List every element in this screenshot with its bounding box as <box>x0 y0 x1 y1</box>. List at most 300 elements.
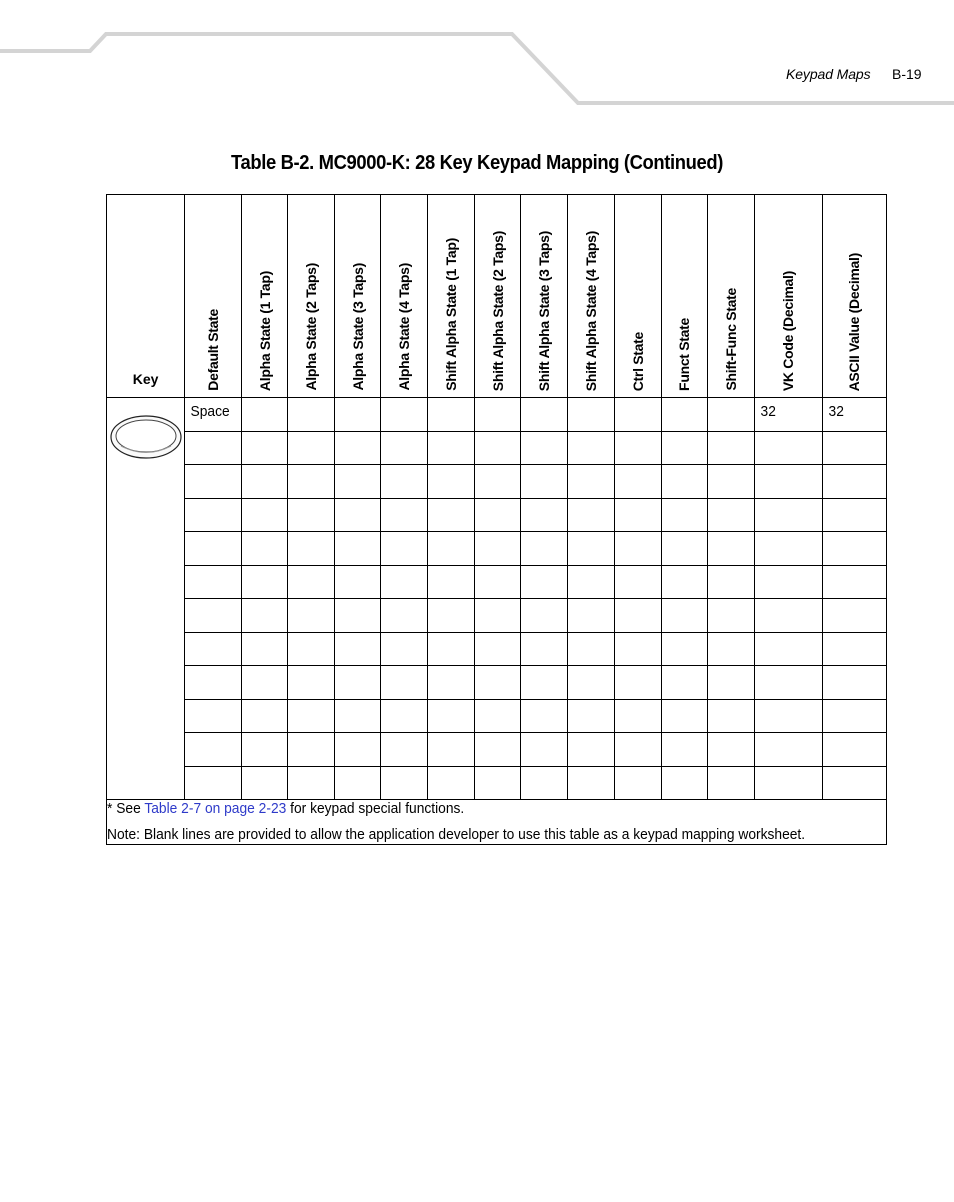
cell-value <box>823 767 881 772</box>
table-cell <box>661 666 707 700</box>
table-row <box>107 632 887 666</box>
column-header-label: Shift Alpha State (4 Taps) <box>583 230 599 391</box>
table-cell <box>568 599 614 633</box>
table-cell <box>614 599 661 633</box>
column-header <box>568 195 614 398</box>
cell-value <box>335 499 376 504</box>
cell-value <box>521 432 563 437</box>
column-header-label: Funct State <box>676 318 693 391</box>
cell-value <box>428 666 470 671</box>
column-header-label: VK Code (Decimal) <box>780 270 797 391</box>
cell-value <box>755 599 817 604</box>
cell-value <box>288 432 330 437</box>
cell-value <box>755 532 817 537</box>
table-cell <box>288 565 335 599</box>
table-cell <box>475 498 521 532</box>
table-cell <box>661 766 707 800</box>
cell-value <box>185 499 237 504</box>
table-cell <box>614 398 661 432</box>
cell-value <box>475 499 516 504</box>
table-cell <box>822 733 886 767</box>
table-cell <box>242 699 288 733</box>
cell-value <box>335 700 376 705</box>
table-cell <box>822 498 886 532</box>
cell-value <box>708 532 750 537</box>
table-row <box>107 498 887 532</box>
table-cell <box>242 666 288 700</box>
table-cell <box>568 465 614 499</box>
table-cell <box>568 632 614 666</box>
table-cell <box>242 599 288 633</box>
cell-value <box>708 499 750 504</box>
table-cell <box>335 465 381 499</box>
cell-value <box>381 666 423 671</box>
cell-value <box>185 599 237 604</box>
table-cell <box>822 465 886 499</box>
cell-value <box>428 499 470 504</box>
table-cell <box>822 398 886 432</box>
table-cell <box>428 599 475 633</box>
cell-value <box>335 532 376 537</box>
cell-value <box>662 566 703 571</box>
table-cell <box>242 565 288 599</box>
cell-value <box>521 398 563 403</box>
cell-value <box>615 733 657 738</box>
cell-value <box>755 767 817 772</box>
column-header <box>428 195 475 398</box>
cell-value <box>242 566 283 571</box>
footnote-row <box>107 800 887 845</box>
table-cell <box>335 699 381 733</box>
cell-value <box>185 767 237 772</box>
table-cell <box>288 599 335 633</box>
table-cell <box>185 532 242 566</box>
cell-value <box>615 532 657 537</box>
cell-value <box>708 733 750 738</box>
cell-value <box>823 566 881 571</box>
table-cell <box>614 666 661 700</box>
table-cell <box>754 632 822 666</box>
cell-value <box>475 566 516 571</box>
table-cell <box>822 766 886 800</box>
cell-value <box>615 499 657 504</box>
table-cell <box>521 565 568 599</box>
cell-value <box>568 465 609 470</box>
cell-value <box>708 566 750 571</box>
cell-value <box>615 465 657 470</box>
table-cell <box>707 565 754 599</box>
cell-value <box>615 633 657 638</box>
cell-value <box>185 633 237 638</box>
table-cell <box>242 632 288 666</box>
table-cell <box>754 465 822 499</box>
cell-value <box>568 566 609 571</box>
table-cell <box>288 431 335 465</box>
cell-value <box>185 700 237 705</box>
table-cell <box>381 632 428 666</box>
table-cell <box>475 599 521 633</box>
table-body <box>107 398 887 800</box>
cell-value <box>521 465 563 470</box>
cell-value <box>521 499 563 504</box>
table-cell <box>185 565 242 599</box>
table-title: Table B-2. MC9000-K: 28 Key Keypad Mapping (Continued) <box>231 152 723 174</box>
cell-value: 32 <box>828 403 844 420</box>
footnote-cell <box>107 800 887 845</box>
column-header-label: Shift Alpha State (3 Taps) <box>536 230 553 391</box>
table-cell <box>754 699 822 733</box>
cell-value <box>615 767 657 772</box>
cell-value <box>288 566 330 571</box>
cell-value <box>185 432 237 437</box>
column-header <box>754 195 822 398</box>
table-cell <box>428 431 475 465</box>
column-header-label: Alpha State (4 Taps) <box>396 263 413 391</box>
cell-value <box>708 432 750 437</box>
cell-value <box>381 599 423 604</box>
cell-value <box>823 633 881 638</box>
cell-value <box>823 599 881 604</box>
table-row <box>107 565 887 599</box>
cell-value <box>708 666 750 671</box>
table-cell <box>568 431 614 465</box>
table-cell <box>185 766 242 800</box>
table-cell <box>428 766 475 800</box>
table-row <box>107 398 887 432</box>
cell-value <box>662 432 703 437</box>
cell-value <box>755 465 817 470</box>
cell-value <box>662 767 703 772</box>
cell-value <box>521 566 563 571</box>
cell-value <box>823 465 881 470</box>
table-cell <box>754 766 822 800</box>
table-cell <box>475 699 521 733</box>
table-cell <box>475 733 521 767</box>
cell-value <box>662 700 703 705</box>
table-cell <box>707 733 754 767</box>
cell-value <box>288 767 330 772</box>
table-cell <box>661 699 707 733</box>
table-cell <box>568 699 614 733</box>
cell-value <box>521 700 563 705</box>
cell-value <box>615 700 657 705</box>
table-cell <box>475 565 521 599</box>
cell-value <box>428 532 470 537</box>
cell-value <box>475 398 516 403</box>
table-cell <box>614 565 661 599</box>
table-cell <box>428 699 475 733</box>
table-cell <box>521 766 568 800</box>
running-head: Keypad Maps <box>786 66 871 82</box>
table-cell <box>822 565 886 599</box>
cell-value <box>185 532 237 537</box>
table-cell <box>428 733 475 767</box>
cell-value <box>568 499 609 504</box>
column-header-label: ASCII Value (Decimal) <box>846 252 863 391</box>
table-cell <box>335 766 381 800</box>
table-cell <box>475 398 521 432</box>
table-cell <box>614 498 661 532</box>
column-header <box>822 195 886 398</box>
table-cell <box>428 532 475 566</box>
cell-value <box>242 767 283 772</box>
cell-value <box>568 733 609 738</box>
cell-value <box>662 532 703 537</box>
table-cell <box>614 632 661 666</box>
cell-value <box>381 432 423 437</box>
cell-value <box>755 700 817 705</box>
cell-value <box>568 767 609 772</box>
page-number: B-19 <box>892 66 922 82</box>
column-header-label: Shift-Func State <box>722 288 739 391</box>
table-cell <box>381 565 428 599</box>
cell-value <box>381 499 423 504</box>
cell-value <box>428 465 470 470</box>
cell-value <box>242 465 283 470</box>
cell-value <box>475 532 516 537</box>
cell-value <box>185 733 237 738</box>
cell-value <box>568 666 609 671</box>
cell-value <box>568 432 609 437</box>
table-cell <box>822 431 886 465</box>
table-cell <box>381 599 428 633</box>
cell-value <box>288 532 330 537</box>
table-cell <box>288 666 335 700</box>
cell-value <box>288 633 330 638</box>
column-header <box>335 195 381 398</box>
cell-value <box>662 398 703 403</box>
table-cell <box>335 532 381 566</box>
cell-value <box>568 398 609 403</box>
table-cell <box>242 465 288 499</box>
table-cell <box>707 398 754 432</box>
key-cell <box>107 398 185 800</box>
table-cell <box>661 599 707 633</box>
table-cell <box>335 431 381 465</box>
column-header <box>707 195 754 398</box>
cell-value <box>662 666 703 671</box>
table-cell <box>381 532 428 566</box>
column-header <box>661 195 707 398</box>
table-cell <box>754 666 822 700</box>
cell-value <box>475 599 516 604</box>
cell-value: Space <box>190 403 230 420</box>
footnote-prefix: * See <box>107 800 145 817</box>
cell-value <box>428 767 470 772</box>
table-cell <box>381 498 428 532</box>
table-cell <box>185 733 242 767</box>
cell-value <box>662 499 703 504</box>
table-cell <box>614 465 661 499</box>
cell-value <box>288 499 330 504</box>
footnote-see-line <box>107 800 824 818</box>
cell-value <box>521 666 563 671</box>
column-header <box>381 195 428 398</box>
table-cell <box>568 565 614 599</box>
cell-value <box>288 733 330 738</box>
cell-value <box>475 432 516 437</box>
cell-value <box>335 566 376 571</box>
cell-value <box>615 599 657 604</box>
table-cell <box>568 733 614 767</box>
cell-value <box>568 532 609 537</box>
table-cell <box>428 666 475 700</box>
cell-value <box>242 398 283 403</box>
table-cell <box>521 498 568 532</box>
table-header-row <box>107 195 887 398</box>
table-cell <box>185 398 242 432</box>
column-header <box>521 195 568 398</box>
key-column-header: Key <box>107 195 185 398</box>
table-cell <box>521 599 568 633</box>
cell-value <box>521 532 563 537</box>
table-cell <box>288 699 335 733</box>
table-cell <box>822 632 886 666</box>
column-header-label: Shift Alpha State (2 Taps) <box>489 230 506 391</box>
cell-value <box>185 666 237 671</box>
table-cell <box>335 498 381 532</box>
cell-value <box>662 599 703 604</box>
table-cell <box>661 498 707 532</box>
cell-value <box>568 700 609 705</box>
column-header <box>614 195 661 398</box>
table-cell <box>381 465 428 499</box>
keypad-mapping-table <box>106 194 887 845</box>
table-cell <box>614 431 661 465</box>
table-cell <box>707 632 754 666</box>
footnote-suffix: for keypad special functions. <box>286 800 465 817</box>
table-cell <box>335 565 381 599</box>
table-cell <box>568 498 614 532</box>
cell-value <box>615 566 657 571</box>
cell-value <box>428 700 470 705</box>
cell-value <box>823 733 881 738</box>
table-row <box>107 599 887 633</box>
table-row <box>107 431 887 465</box>
cell-value <box>615 666 657 671</box>
cell-value <box>521 767 563 772</box>
cell-value <box>708 633 750 638</box>
cell-value <box>475 666 516 671</box>
cell-value <box>823 700 881 705</box>
table-cell <box>754 599 822 633</box>
table-cell <box>521 398 568 432</box>
table-cell <box>754 733 822 767</box>
cell-value <box>521 599 563 604</box>
cell-value <box>242 666 283 671</box>
table-row <box>107 465 887 499</box>
table-cell <box>822 699 886 733</box>
table-cell <box>428 398 475 432</box>
table-cell <box>822 666 886 700</box>
table-cell <box>707 532 754 566</box>
table-cell <box>185 699 242 733</box>
table-cell <box>475 532 521 566</box>
cell-value <box>288 666 330 671</box>
cell-value <box>755 733 817 738</box>
table-cell <box>428 465 475 499</box>
cell-value <box>708 599 750 604</box>
column-header-label: Default State <box>205 309 222 391</box>
cell-value <box>428 633 470 638</box>
cell-value <box>615 398 657 403</box>
cell-value <box>242 599 283 604</box>
cell-value <box>381 465 423 470</box>
table-cell <box>754 431 822 465</box>
column-header-label: Ctrl State <box>629 331 646 391</box>
cell-value: 32 <box>760 403 776 420</box>
table-cell <box>185 431 242 465</box>
table-2-7-link[interactable]: Table 2-7 on page 2-23 <box>144 800 287 817</box>
cell-value <box>185 465 237 470</box>
table-cell <box>521 666 568 700</box>
cell-value <box>755 432 817 437</box>
cell-value <box>475 767 516 772</box>
cell-value <box>475 700 516 705</box>
cell-value <box>823 432 881 437</box>
table-cell <box>822 532 886 566</box>
cell-value <box>755 633 817 638</box>
cell-value <box>823 532 881 537</box>
table-cell <box>754 498 822 532</box>
table-cell <box>381 666 428 700</box>
table-cell <box>707 666 754 700</box>
table-cell <box>521 733 568 767</box>
table-cell <box>381 733 428 767</box>
table-cell <box>288 532 335 566</box>
table-cell <box>335 599 381 633</box>
table-cell <box>754 398 822 432</box>
column-header <box>288 195 335 398</box>
table-row <box>107 666 887 700</box>
footnote-note: Note: Blank lines are provided to allow the application developer to use this table as a keypad mapping worksheet. <box>107 826 806 843</box>
cell-value <box>335 633 376 638</box>
cell-value <box>662 465 703 470</box>
table-cell <box>185 632 242 666</box>
header-decoration <box>0 0 954 110</box>
cell-value <box>708 398 750 403</box>
cell-value <box>708 767 750 772</box>
cell-value <box>475 465 516 470</box>
table-row <box>107 733 887 767</box>
column-header <box>475 195 521 398</box>
cell-value <box>381 532 423 537</box>
column-header-label: Alpha State (1 Tap) <box>256 270 273 391</box>
cell-value <box>242 532 283 537</box>
table-cell <box>381 431 428 465</box>
cell-value <box>381 398 423 403</box>
table-cell <box>568 666 614 700</box>
cell-value <box>568 633 609 638</box>
column-header-label: Shift Alpha State (1 Tap) <box>443 238 460 391</box>
cell-value <box>242 733 283 738</box>
cell-value <box>335 398 376 403</box>
table-cell <box>614 733 661 767</box>
table-cell <box>288 632 335 666</box>
table-cell <box>288 498 335 532</box>
table-cell <box>661 565 707 599</box>
table-cell <box>288 733 335 767</box>
cell-value <box>755 666 817 671</box>
table-cell <box>521 699 568 733</box>
cell-value <box>288 398 330 403</box>
column-header-label: Alpha State (2 Taps) <box>303 263 320 391</box>
table-cell <box>242 532 288 566</box>
cell-value <box>242 432 283 437</box>
cell-value <box>428 733 470 738</box>
table-cell <box>754 565 822 599</box>
table-cell <box>381 398 428 432</box>
